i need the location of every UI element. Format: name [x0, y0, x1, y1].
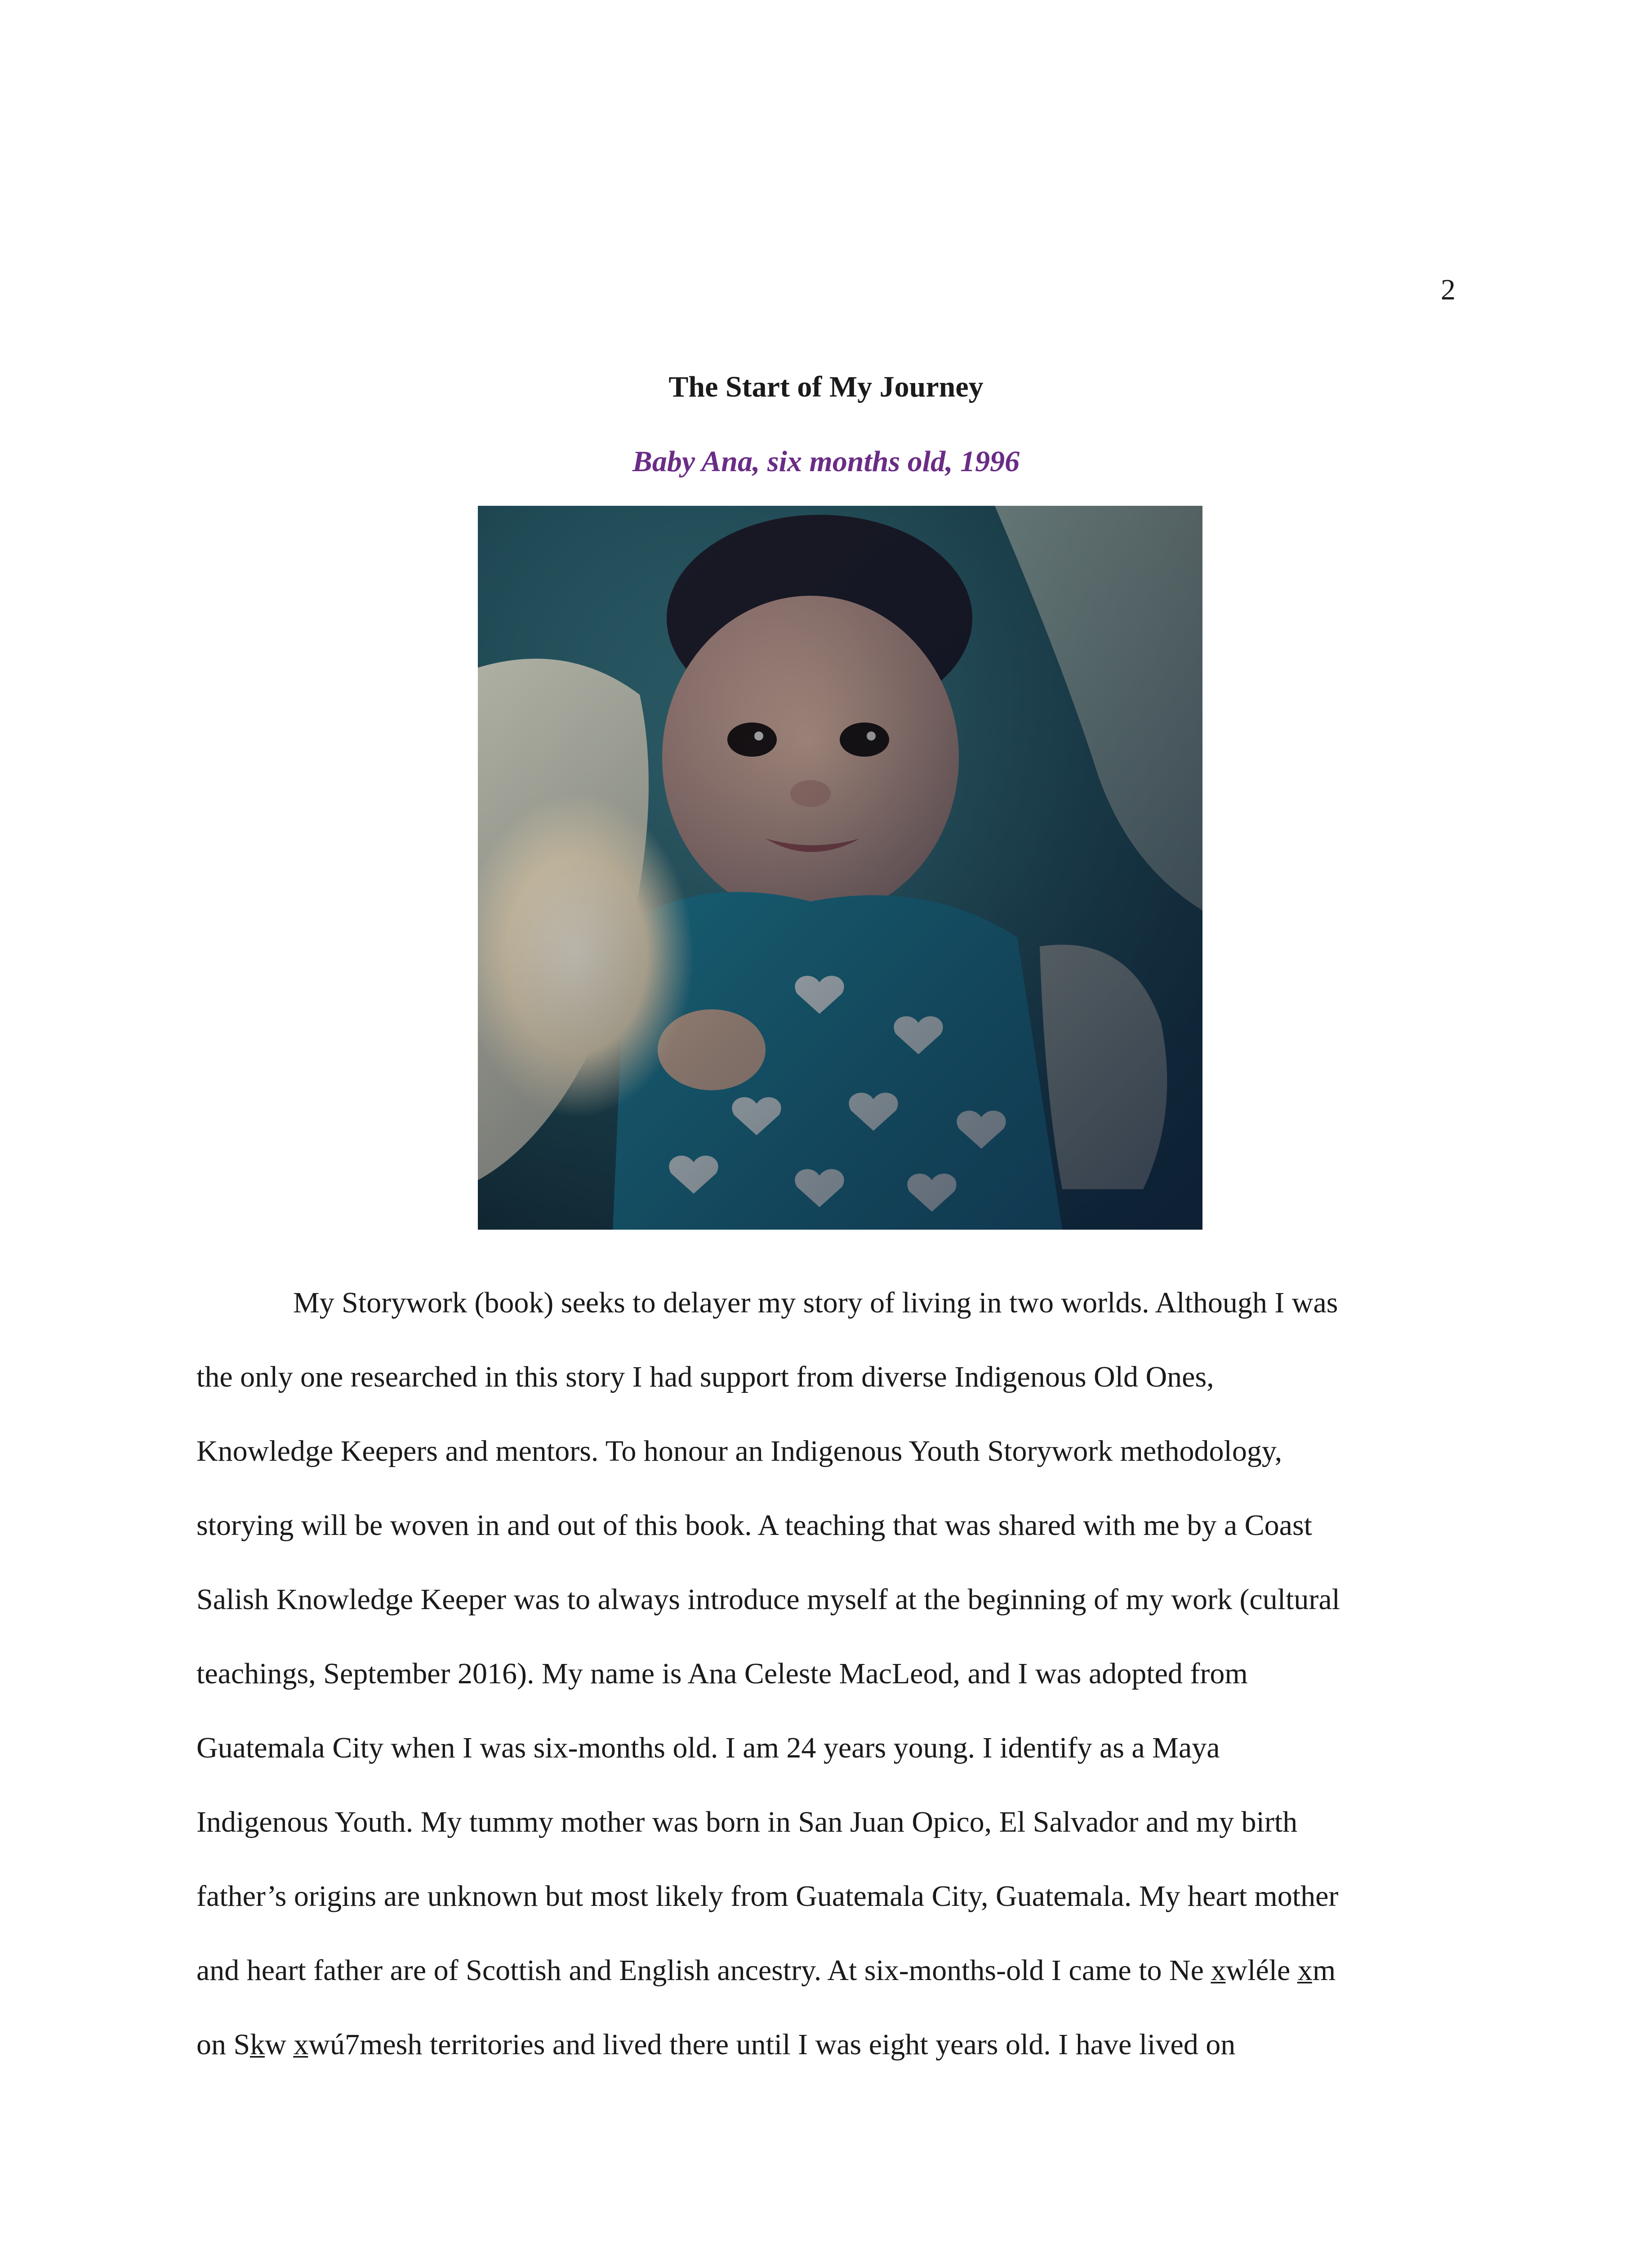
- body-line: storying will be woven in and out of this book. A teaching that was shared with me by a Coast: [196, 1509, 1312, 1542]
- body-line: teachings, September 2016). My name is Ana Celeste MacLeod, and I was adopted from: [196, 1657, 1248, 1690]
- body-line: father’s origins are unknown but most likely from Guatemala City, Guatemala. My heart mother: [196, 1880, 1339, 1913]
- page-number: 2: [1441, 273, 1456, 306]
- body-line: Knowledge Keepers and mentors. To honour an Indigenous Youth Storywork methodology,: [196, 1435, 1282, 1467]
- photo-caption: Baby Ana, six months old, 1996: [632, 445, 1020, 478]
- body-paragraph: [196, 1266, 1437, 2082]
- body-line: on Sk̲w x̲wú7mesh territories and lived there until I was eight years old. I have lived on: [196, 2028, 1236, 2061]
- section-title: The Start of My Journey: [668, 370, 984, 403]
- body-line: Guatemala City when I was six-months old. I am 24 years young. I identify as a Maya: [196, 1731, 1220, 1764]
- body-line: Salish Knowledge Keeper was to always introduce myself at the beginning of my work (cultural: [196, 1583, 1340, 1616]
- baby-photo-image: [478, 506, 1202, 1230]
- body-line: and heart father are of Scottish and English ancestry. At six-months-old I came to Ne x̲wléle x̲m: [196, 1954, 1336, 1987]
- body-line: the only one researched in this story I had support from diverse Indigenous Old Ones,: [196, 1360, 1214, 1393]
- body-line: Indigenous Youth. My tummy mother was born in San Juan Opico, El Salvador and my birth: [196, 1806, 1298, 1838]
- body-line: My Storywork (book) seeks to delayer my story of living in two worlds. Although I was: [293, 1286, 1338, 1319]
